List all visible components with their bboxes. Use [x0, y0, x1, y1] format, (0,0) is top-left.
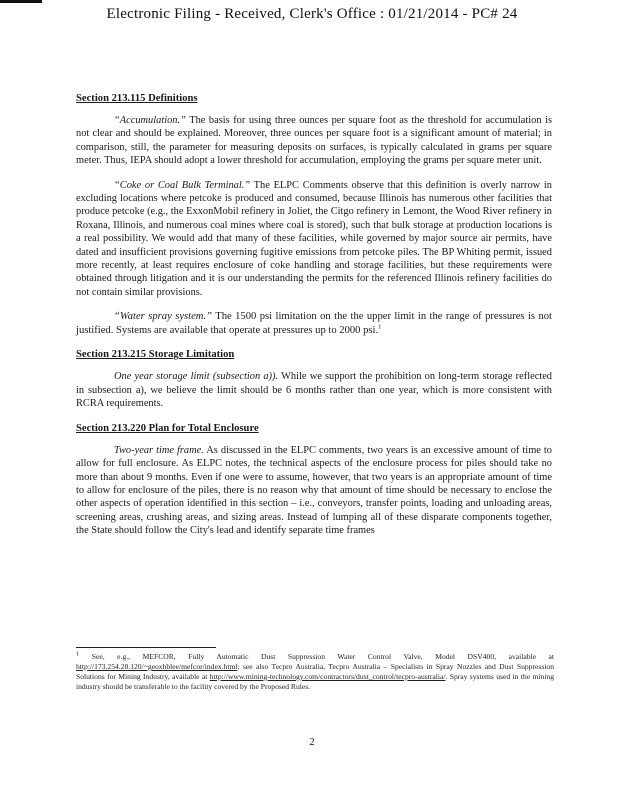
section-heading-storage-limitation: Section 213.215 Storage Limitation — [76, 349, 235, 361]
term-water-spray: “Water spray system.” — [114, 311, 212, 323]
footnote-tail: . Spray systems used in the mining industry should be transferable to the facility covered by the Proposed Rules. — [76, 672, 554, 691]
footnote-divider — [76, 647, 216, 648]
text-two-year-time-frame: As discussed in the ELPC comments, two years is an excessive amount of time to allow for full enclosure. As ELPC notes, the technical aspects of the enclosure process for piles should take no more than about 9 months. Even if one were to assume, however, that two years is an appropriate amount of time to allow for enclosure of the piles, there is no reason why that amount of time should be necessary to enclose the other aspects of operation identified in this section – i.e., conveyors, transfer points, loading and unloading areas, screening areas, crushing areas, and sizing areas. Instead of lumping all of these disparate components together, the State should follow the City's lead and identify separate time frames — [76, 444, 552, 537]
paragraph-water-spray — [76, 310, 552, 337]
section-heading-definitions: Section 213.115 Definitions — [76, 93, 198, 104]
term-coke-coal-terminal: “Coke or Coal Bulk Terminal.” — [114, 179, 251, 191]
text-water-spray: The 1500 psi limitation on the the upper limit in the range of pressures is not justified. Systems are available that operate at pressures up to 2000 psi. — [76, 311, 552, 336]
footnote-link-mefcor[interactable]: http://173.254.28.120/~geoxhblee/mefcor/index.html — [76, 662, 238, 671]
text-accumulation: The basis for using three ounces per square foot as the threshold for accumulation is not clear and should be explained. Moreover, three ounces per square foot is a significant amount of material; in comparison, still, the parameter for measuring deposits on surfaces, is typically calculated in grams per square meter. Thus, IEPA should adopt a lower threshold for accumulation, employing the grams per square meter unit. — [76, 115, 552, 167]
footnote-1 — [76, 652, 554, 692]
page-number: 2 — [309, 736, 315, 748]
footnote-marker: 1 — [76, 650, 80, 658]
term-two-year-time-frame: Two-year time frame. — [114, 444, 204, 456]
term-accumulation: “Accumulation.” — [114, 115, 186, 126]
footnote-ref-1: 1 — [378, 323, 382, 331]
term-one-year-limit: One year storage limit (subsection a)). — [114, 371, 279, 383]
paragraph-accumulation — [76, 114, 552, 168]
paragraph-two-year-time-frame — [76, 444, 552, 538]
footnote-link-tecpro[interactable]: http://www.mining-technology.com/contractors/dust_control/tecpro-australia/ — [209, 672, 446, 681]
filing-stamp-header: Electronic Filing - Received, Clerk's Office : 01/21/2014 - PC# 24 — [106, 6, 518, 22]
footnote-lead: See, e.g., MEFCOR, Fully Automatic Dust Suppression Water Control Valve, Model DSV400, available at — [79, 652, 554, 661]
text-one-year-limit: While we support the prohibition on long-term storage reflected in subsection a), we believe the limit should be 6 months rather than one year, which is more consistent with RCRA requirements. — [76, 371, 552, 410]
paragraph-one-year-limit — [76, 370, 552, 410]
main-content — [76, 92, 552, 549]
section-heading-total-enclosure: Section 213.220 Plan for Total Enclosure — [76, 422, 259, 434]
footnote-mid: ; see also Tecpro Australia, Tecpro Australia – Specialists in Spray Nozzles and Dust Suppression Solutions for Mining Industry, available at — [76, 662, 554, 681]
scan-edge-mark — [0, 0, 42, 3]
paragraph-coke-coal-terminal — [76, 179, 552, 300]
text-coke-coal-terminal: The ELPC Comments observe that this definition is overly narrow in excluding locations where petcoke is produced and consumed, because Illinois has numerous other facilities that produce petcoke (e.g., the ExxonMobil refinery in Joliet, the Citgo refinery in Lemont, the Wood River refinery in Roxana, Illinois, and numerous coal mines where coal is stored), such that bulk storage at production locations is a real possibility. We would add that many of these facilities, while governed by major source air permits, have dated and insufficient provisions governing fugitive emissions from petcoke piles. The BP Whiting permit, issued more recently, at least requires enclosure of coke handling and storage facilities, but these requirements were obtained through litigation and it is our understanding the permits for the referenced Illinois refinery facilities do not contain similar provisions. — [76, 179, 553, 298]
